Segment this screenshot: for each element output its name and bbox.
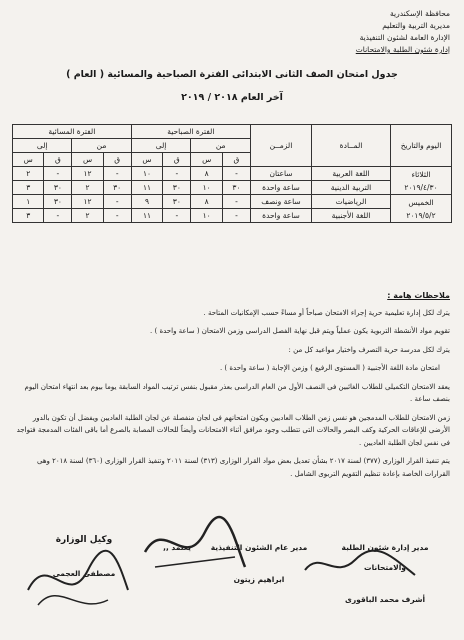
header-hour: س <box>191 153 223 167</box>
day-date: ٢٠١٩/٤/٣٠ <box>404 182 438 192</box>
day-cell <box>391 167 452 195</box>
department-line: الإدارة العامة لشئون التنفيذية <box>359 33 450 42</box>
time-cell: ٣٠ <box>163 181 191 195</box>
header-min: ق <box>103 153 131 167</box>
signature-name: مصطفى العجمى <box>52 569 116 578</box>
time-cell: ٢ <box>72 209 103 223</box>
time-cell: - <box>222 195 250 209</box>
time-cell: - <box>222 167 250 181</box>
note-item: تقويم مواد الأنشطة التربوية يكون عملياً ويتم قبل نهاية الفصل الدراسى وزمن الامتحان ( ساعة واحدة ) . <box>150 327 450 335</box>
table-row <box>13 167 452 181</box>
signature-title: يعتمد ,, <box>163 543 191 552</box>
note-item: يترك لكل مدرسة حرية التصرف واختيار مواعيد كل من : <box>288 345 450 354</box>
header-hour: س <box>72 153 103 167</box>
time-cell: ٣٠ <box>222 181 250 195</box>
time-cell: ١٠ <box>131 167 163 181</box>
duration-cell: ساعة واحدة <box>251 209 312 223</box>
signature-name: ابراهيم زيتون <box>233 575 285 584</box>
header-to: إلى <box>13 139 72 153</box>
time-cell: ١١ <box>131 181 163 195</box>
header-from: من <box>72 139 131 153</box>
duration-cell: ساعة ونصف <box>251 195 312 209</box>
signature-name: أشرف محمد الباقورى <box>344 595 426 604</box>
time-cell: - <box>222 209 250 223</box>
time-cell: ٢ <box>72 181 103 195</box>
header-evening: الفترة المسائية <box>13 125 132 139</box>
time-cell: - <box>103 167 131 181</box>
duration-cell: ساعة واحدة <box>251 181 312 195</box>
subject-cell: الرياضيات <box>312 195 391 209</box>
time-cell: ٩ <box>131 195 163 209</box>
handwritten-signature <box>300 540 420 590</box>
header-to: إلى <box>131 139 191 153</box>
header-morning: الفترة الصباحية <box>131 125 250 139</box>
header-hour: س <box>131 153 163 167</box>
header-min: ق <box>222 153 250 167</box>
signature-title: مدير إدارة شئون الطلبة والامتحانات <box>341 543 429 572</box>
header-from: من <box>191 139 251 153</box>
time-cell: ٨ <box>191 167 223 181</box>
time-cell: ٣٠ <box>103 181 131 195</box>
time-cell: ٣ <box>13 209 44 223</box>
note-item: يترك لكل إدارة تعليمية حرية إجراء الامتحان صباحاً أو مساءً حسب الإمكانيات المتاحة . <box>203 308 450 317</box>
handwritten-signature <box>18 520 138 620</box>
office-line: إدارة شئون الطلبة والامتحانات <box>355 45 450 54</box>
subject-cell: اللغة الأجنبية <box>312 209 391 223</box>
note-item: يعقد الامتحان التكميلى للطلاب الغائبين فى النصف الأول من العام الدراسى بعذر مقبول بنفس ترتيب المواد السابقة يوما بيوم بعد انتهاء امتحان اليوم بنصف ساعة . <box>24 382 450 403</box>
document-title: جدول امتحان الصف الثانى الابتدائى الفترة الصباحية والمسائية ( العام ) <box>66 69 398 80</box>
day-name: الثلاثاء <box>411 169 431 179</box>
day-date: ٢٠١٩/٥/٢ <box>406 210 436 220</box>
note-item: زمن الامتحان للطلاب المدمجين هو نفس زمن الطلاب العاديين ويكون امتحانهم فى لجان منفصلة عن لجان الطلبة العاديين ويفضل أن تكون بالدور الأرضى للإعاقات الحركية وكف البصر والحالات التى تتطلب وجود مرافق أثناء الامتحانات وأيضاً للحالات المصابة بالصرع أما باقى الفئات المدمجة فتواجد فى نفس لجان الطلبة العاديين . <box>16 413 450 447</box>
time-cell: ١ <box>13 195 44 209</box>
day-name: الخميس <box>408 197 434 207</box>
time-cell: ٨ <box>191 195 223 209</box>
time-cell: ١٠ <box>191 181 223 195</box>
time-cell: ٣٠ <box>44 181 72 195</box>
subject-cell: اللغة العربية <box>312 167 391 181</box>
header-day-date: اليوم والتاريخ <box>391 125 452 167</box>
subject-cell: التربية الدينية <box>312 181 391 195</box>
header-subject: المــادة <box>312 125 391 167</box>
table-row <box>13 209 452 223</box>
time-cell: ١٠ <box>191 209 223 223</box>
time-cell: ٣٠ <box>163 195 191 209</box>
note-item: امتحان مادة اللغة الأجنبية ( المستوى الرفيع ) وزمن الإجابة ( ساعة واحدة ) . <box>219 364 440 372</box>
time-cell: - <box>163 167 191 181</box>
handwritten-signature <box>140 512 250 582</box>
important-notes <box>14 290 450 486</box>
header-min: ق <box>163 153 191 167</box>
exam-schedule-table <box>12 124 452 223</box>
time-cell: ١٢ <box>72 195 103 209</box>
time-cell: ١١ <box>131 209 163 223</box>
header-hour: س <box>13 153 44 167</box>
time-cell: - <box>44 209 72 223</box>
letterhead <box>356 8 450 56</box>
time-cell: ٣٠ <box>44 195 72 209</box>
time-cell: ١٢ <box>72 167 103 181</box>
header-duration: الزمــن <box>251 125 312 167</box>
table-row <box>13 195 452 209</box>
table-row <box>13 181 452 195</box>
time-cell: - <box>163 209 191 223</box>
notes-heading: ملاحظات هامة : <box>387 291 450 300</box>
governorate-line: محافظة الإسكندرية <box>389 9 450 18</box>
time-cell: - <box>44 167 72 181</box>
time-cell: ٢ <box>13 167 44 181</box>
note-item: يتم تنفيذ القرار الوزارى (٣٧٧) لسنة ٢٠١٧ بشأن تعديل بعض مواد القرار الوزارى (٣١٣) لسنة ٢٠١١ وتنفيذ القرار الوزارى (٣٦٠) لسنة ٢٠١٨ وهى القرارات الخاصة بإعادة تنظيم التقويم التربوى الشامل . <box>36 457 450 478</box>
time-cell: - <box>103 209 131 223</box>
academic-year: آخر العام ٢٠١٨ / ٢٠١٩ <box>181 92 283 103</box>
day-cell <box>391 195 452 223</box>
duration-cell: ساعتان <box>251 167 312 181</box>
time-cell: ٣ <box>13 181 44 195</box>
signature-title: مدير عام الشئون التنفيذية <box>210 543 308 552</box>
directorate-line: مديرية التربية والتعليم <box>382 21 450 30</box>
time-cell: - <box>103 195 131 209</box>
signature-title: وكيل الوزارة <box>55 535 113 545</box>
header-min: ق <box>44 153 72 167</box>
